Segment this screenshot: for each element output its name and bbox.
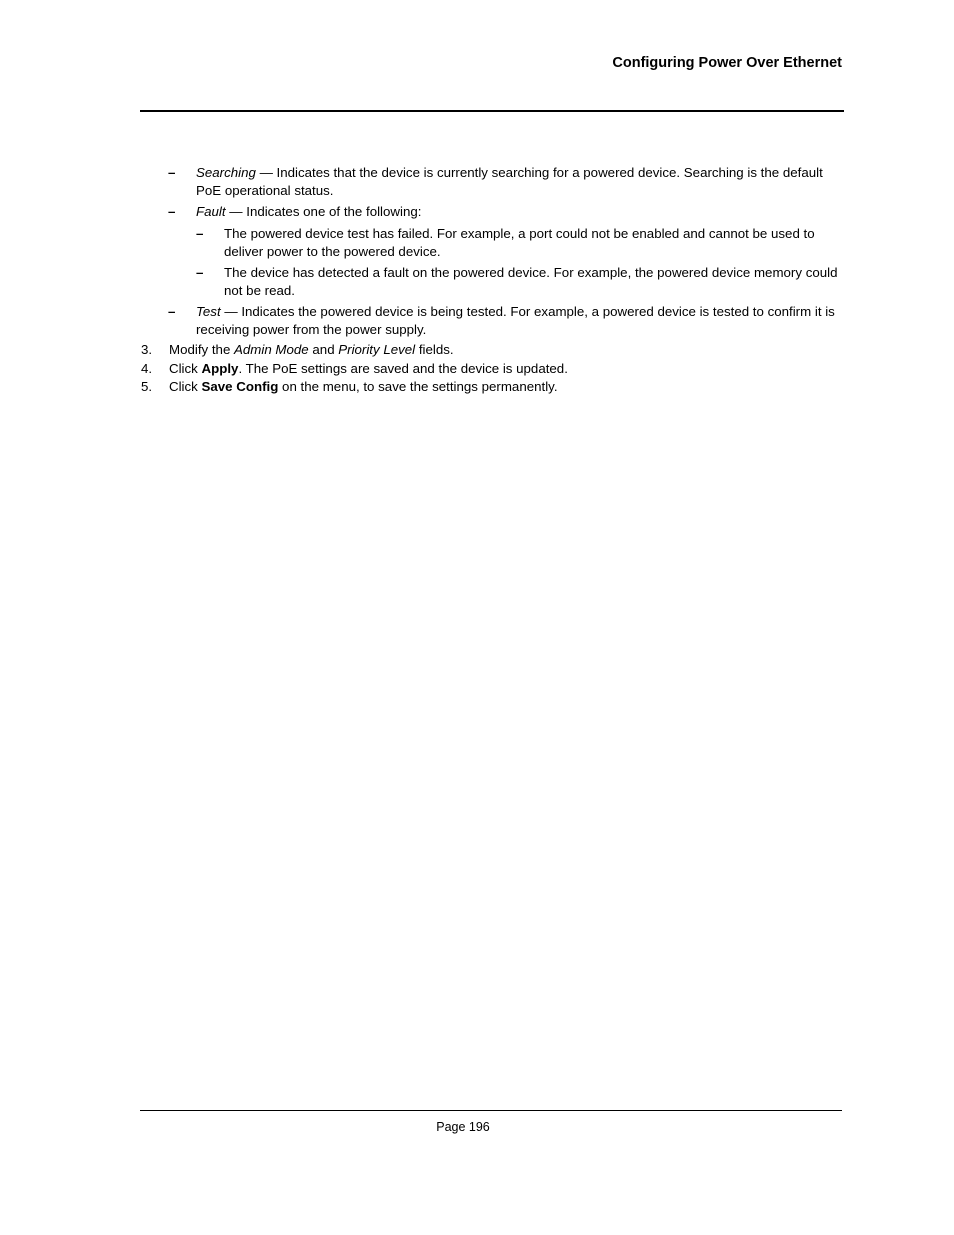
step-number: 4. bbox=[141, 361, 153, 376]
status-searching bbox=[196, 164, 846, 200]
step-number: 3. bbox=[141, 342, 153, 357]
step-3-text: fields. bbox=[415, 342, 454, 357]
header-rule bbox=[140, 110, 844, 112]
step-number: 5. bbox=[141, 379, 153, 394]
step-3-text: Modify the bbox=[169, 342, 235, 357]
sub-bullet-dash: – bbox=[196, 265, 204, 280]
step-5-text: on the menu, to save the settings permanently. bbox=[278, 379, 558, 394]
footer-rule bbox=[140, 1110, 842, 1111]
bullet-dash: – bbox=[168, 204, 176, 219]
page-header-title: Configuring Power Over Ethernet bbox=[612, 55, 842, 71]
fault-description: — Indicates one of the following: bbox=[225, 204, 422, 219]
step-4 bbox=[169, 360, 849, 378]
sub-bullet-dash: – bbox=[196, 226, 204, 241]
field-admin-mode: Admin Mode bbox=[234, 342, 309, 357]
term-test: Test bbox=[196, 304, 221, 319]
save-config-label: Save Config bbox=[201, 379, 279, 394]
field-priority-level: Priority Level bbox=[338, 342, 416, 357]
fault-reason-detected-fault: The device has detected a fault on the powered device. For example, the powered device memory could not be read. bbox=[224, 265, 838, 298]
bullet-dash: – bbox=[168, 304, 176, 319]
step-4-text: . The PoE settings are saved and the device is updated. bbox=[238, 361, 568, 376]
term-searching: Searching bbox=[196, 165, 256, 180]
status-test bbox=[196, 303, 846, 339]
status-fault bbox=[196, 203, 846, 221]
apply-label: Apply bbox=[201, 361, 239, 376]
test-description: — Indicates the powered device is being tested. For example, a powered device is tested to confirm it is receiving power from the power supply. bbox=[196, 304, 835, 337]
step-3-text: and bbox=[308, 342, 339, 357]
bullet-dash: – bbox=[168, 165, 176, 180]
step-5 bbox=[169, 378, 849, 396]
fault-reason-test-failed: The powered device test has failed. For example, a port could not be enabled and cannot be used to deliver power to the powered device. bbox=[224, 226, 815, 259]
searching-description: — Indicates that the device is currently searching for a powered device. Searching is the default PoE operational status. bbox=[196, 165, 823, 198]
step-4-text: Click bbox=[169, 361, 202, 376]
step-3 bbox=[169, 341, 849, 359]
term-fault: Fault bbox=[196, 204, 226, 219]
step-5-text: Click bbox=[169, 379, 202, 394]
page-number: Page 196 bbox=[436, 1120, 490, 1134]
